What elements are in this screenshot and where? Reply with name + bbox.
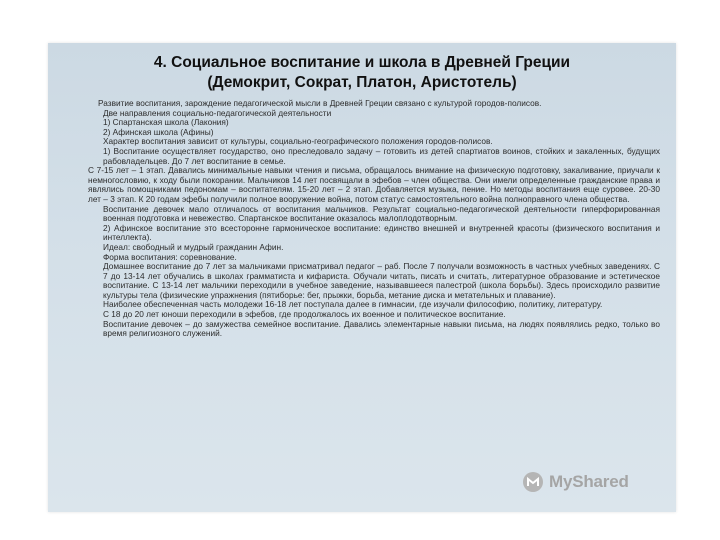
body-paragraph: Форма воспитания: соревнование. (103, 251, 237, 262)
body-paragraph: 1) Спартанская школа (Лакония) (103, 117, 229, 128)
slide-panel (48, 43, 676, 512)
body-paragraph: С 18 до 20 лет юноши переходили в эфебов, где продолжалось их военное и политическое воспитание. (103, 309, 506, 320)
body-paragraph: Идеал: свободный и мудрый гражданин Афин. (103, 241, 284, 252)
body-paragraph: 1) Воспитание осуществляет государство, оно преследовало задачу – готовить из детей спартиатов воинов, стойких и закаленных, будущих рабовладельцев. До 7 лет воспитание в семье. (103, 145, 660, 166)
slide-body (88, 99, 660, 339)
body-paragraph: Воспитание девочек – до замужества семейное воспитание. Давались элементарные навыки письма, на людях появлялись редко, только во время религиозного служений. (103, 318, 660, 339)
body-paragraph: Две направления социально-педагогической деятельности (103, 107, 332, 118)
body-paragraph: 2) Афинская школа (Афины) (103, 126, 214, 137)
body-paragraph: С 7-15 лет – 1 этап. Давались минимальные навыки чтения и письма, обращалось внимание на физическую подготовку, закаливание, приучали к немногословию, к ходу были покорании. Мальчиков 14 лет посвящали в эфебов – член общества. Они имели определенные гражданские права и являлись помощниками педономам – воспитателям. 15-20 лет – 2 этап. Добавляется музыка, пение. Но методы воспитания еще суровее. 20-30 лет – 3 этап. К 20 годам эфебы получили полное вооружение война, потом статус самостоятельного война полноправного члена общества. (88, 165, 660, 204)
body-paragraph: Домашнее воспитание до 7 лет за мальчиками присматривал педагог – раб. После 7 получали возможность в частных учебных заведениях. С 7 до 13-14 лет обучались в школах грамматиста и кифариста. Обучали читать, писать и считать, литературное образование и эстетическое воспитание. С 13-14 лет мальчики переходили в учебное заведение, называвшееся палестрой (школа борьбы). Здесь происходило развитие культуры тела (физические упражнения (пятиборье: бег, прыжки, борьба, метание диска и метательных и плавание). (103, 261, 660, 300)
myshared-logo-icon (522, 471, 544, 493)
body-paragraph: Характер воспитания зависит от культуры, социально-географического положения городов-полисов. (103, 136, 493, 147)
slide-title-line2: (Демокрит, Сократ, Платон, Аристотель) (207, 74, 517, 91)
slide-title (48, 53, 676, 93)
slide-title-line1: 4. Социальное воспитание и школа в Древней Греции (153, 54, 571, 71)
body-paragraph: Наиболее обеспеченная часть молодежи 16-18 лет поступала далее в гимнасии, где изучали философию, политику, литературу. (103, 299, 603, 310)
body-paragraph: Развитие воспитания, зарождение педагогической мысли в Древней Греции связано с культурой городов-полисов. (98, 98, 542, 108)
watermark-text: MyShared (549, 472, 629, 491)
body-paragraph: 2) Афинское воспитание это всесторонне гармоническое воспитание: единство внешней и внутренней красоты (физического воспитания и интеллекта). (103, 222, 660, 243)
myshared-watermark (522, 470, 629, 494)
body-paragraph: Воспитание девочек мало отличалось от воспитания мальчиков. Результат социально-педагогической деятельности гиперфорированная военная подготовка и невежество. Спартанское воспитание оказалось малоплодотворным. (103, 203, 660, 224)
